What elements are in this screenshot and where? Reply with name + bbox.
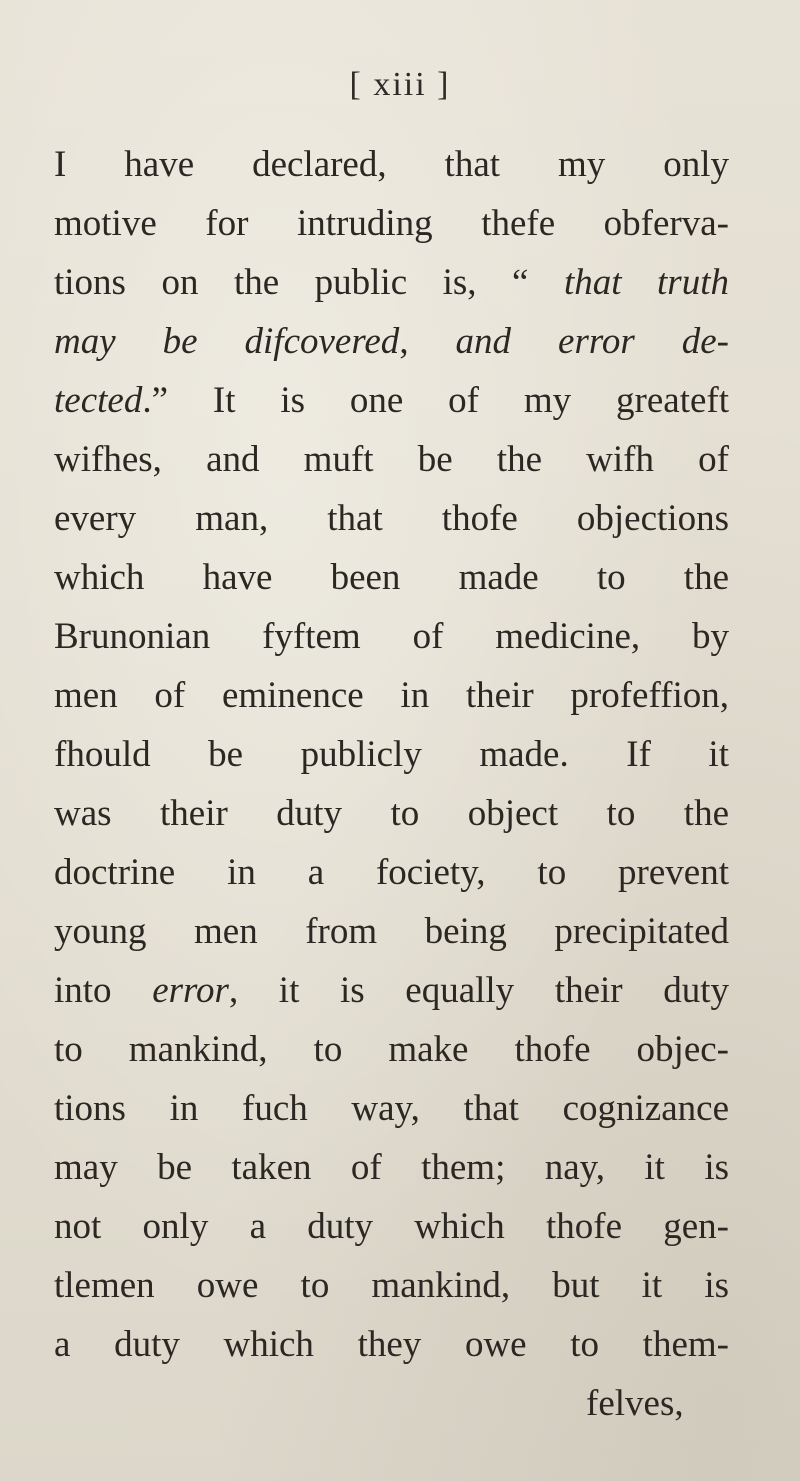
text-line-21: a duty which they owe to them- xyxy=(54,1324,729,1365)
text-line-17: tions in fuch way, that cognizance xyxy=(54,1088,729,1129)
text-line-9: Brunonian fyftem of medicine, by xyxy=(54,616,729,657)
text-line-12: was their duty to object to the xyxy=(54,793,729,834)
text-line-11: fhould be publicly made. If it xyxy=(54,734,729,775)
text-line-1: I have declared, that my only xyxy=(54,144,729,185)
text-line-10: men of eminence in their profeffion, xyxy=(54,675,729,716)
text-line-3: tions on the public is, “ that truth xyxy=(54,262,729,303)
text-line-6: wifhes, and muft be the wifh of xyxy=(54,439,729,480)
page-number: [ xiii ] xyxy=(349,66,451,103)
text-line-7: every man, that thofe objections xyxy=(54,498,729,539)
text-line-4: may be difcovered, and error de- xyxy=(54,321,729,362)
text-line-19: not only a duty which thofe gen- xyxy=(54,1206,729,1247)
text-line-13: doctrine in a fociety, to prevent xyxy=(54,852,729,893)
text-line-20: tlemen owe to mankind, but it is xyxy=(54,1265,729,1306)
text-line-5: tected.” It is one of my greateft xyxy=(54,380,729,421)
text-line-18: may be taken of them; nay, it is xyxy=(54,1147,729,1188)
text-line-14: young men from being precipitated xyxy=(54,911,729,952)
text-line-16: to mankind, to make thofe objec- xyxy=(54,1029,729,1070)
text-line-15: into error, it is equally their duty xyxy=(54,970,729,1011)
catchword: felves, xyxy=(586,1383,684,1424)
text-line-8: which have been made to the xyxy=(54,557,729,598)
text-line-2: motive for intruding thefe obferva- xyxy=(54,203,729,244)
